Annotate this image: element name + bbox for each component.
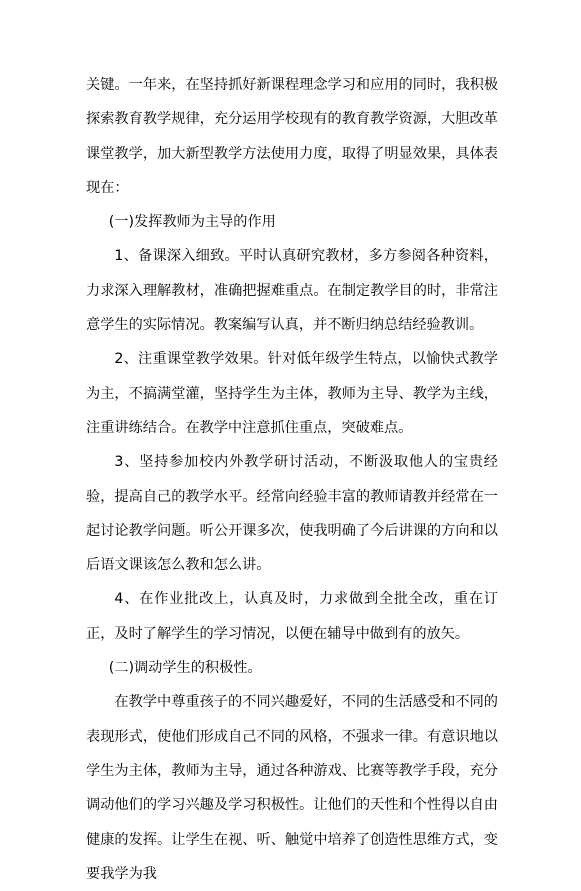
document-body <box>86 68 498 891</box>
paragraph-student-motivation: 在教学中尊重孩子的不同兴趣爱好，不同的生活感受和不同的表现形式，使他们形成自己不同的风格，不强求一律。有意识地以学生为主体，教师为主导，通过各种游戏、比赛等教学手段，充分调动他们的学习兴趣及学习积极性。让他们的天性和个性得以自由健康的发挥。让学生在视、听、触觉中培养了创造性思维方式，变要我学为我 <box>86 694 498 882</box>
paragraph-item-1: 1、备课深入细致。平时认真研究教材，多方参阅各种资料，力求深入理解教材，准确把握难重点。在制定教学目的时，非常注意学生的实际情况。教案编写认真，并不断归纳总结经验教训。 <box>86 248 498 334</box>
section-heading-1: (一)发挥教师为主导的作用 <box>108 214 276 231</box>
paragraph-intro: 关键。一年来，在坚持抓好新课程理念学习和应用的同时，我积极探索教育教学规律，充分运用学校现有的教育教学资源，大胆改革课堂教学，加大新型教学方法使用力度，取得了明显效果，具体表现在： <box>86 77 498 196</box>
paragraph-item-4: 4、在作业批改上，认真及时，力求做到全批全改，重在订正，及时了解学生的学习情况，以便在辅导中做到有的放矢。 <box>86 591 498 642</box>
section-heading-2: (二)调动学生的积极性。 <box>108 660 262 677</box>
paragraph-item-3: 3、坚持参加校内外教学研讨活动，不断汲取他人的宝贵经验，提高自己的教学水平。经常向经验丰富的教师请教并经常在一起讨论教学问题。听公开课多次，使我明确了今后讲课的方向和以后语文课该怎么教和怎么讲。 <box>86 454 498 574</box>
paragraph-item-2: 2、注重课堂教学效果。针对低年级学生特点，以愉快式教学为主，不搞满堂灌，坚持学生为主体，教师为主导、教学为主线，注重讲练结合。在教学中注意抓住重点，突破难点。 <box>86 351 498 436</box>
